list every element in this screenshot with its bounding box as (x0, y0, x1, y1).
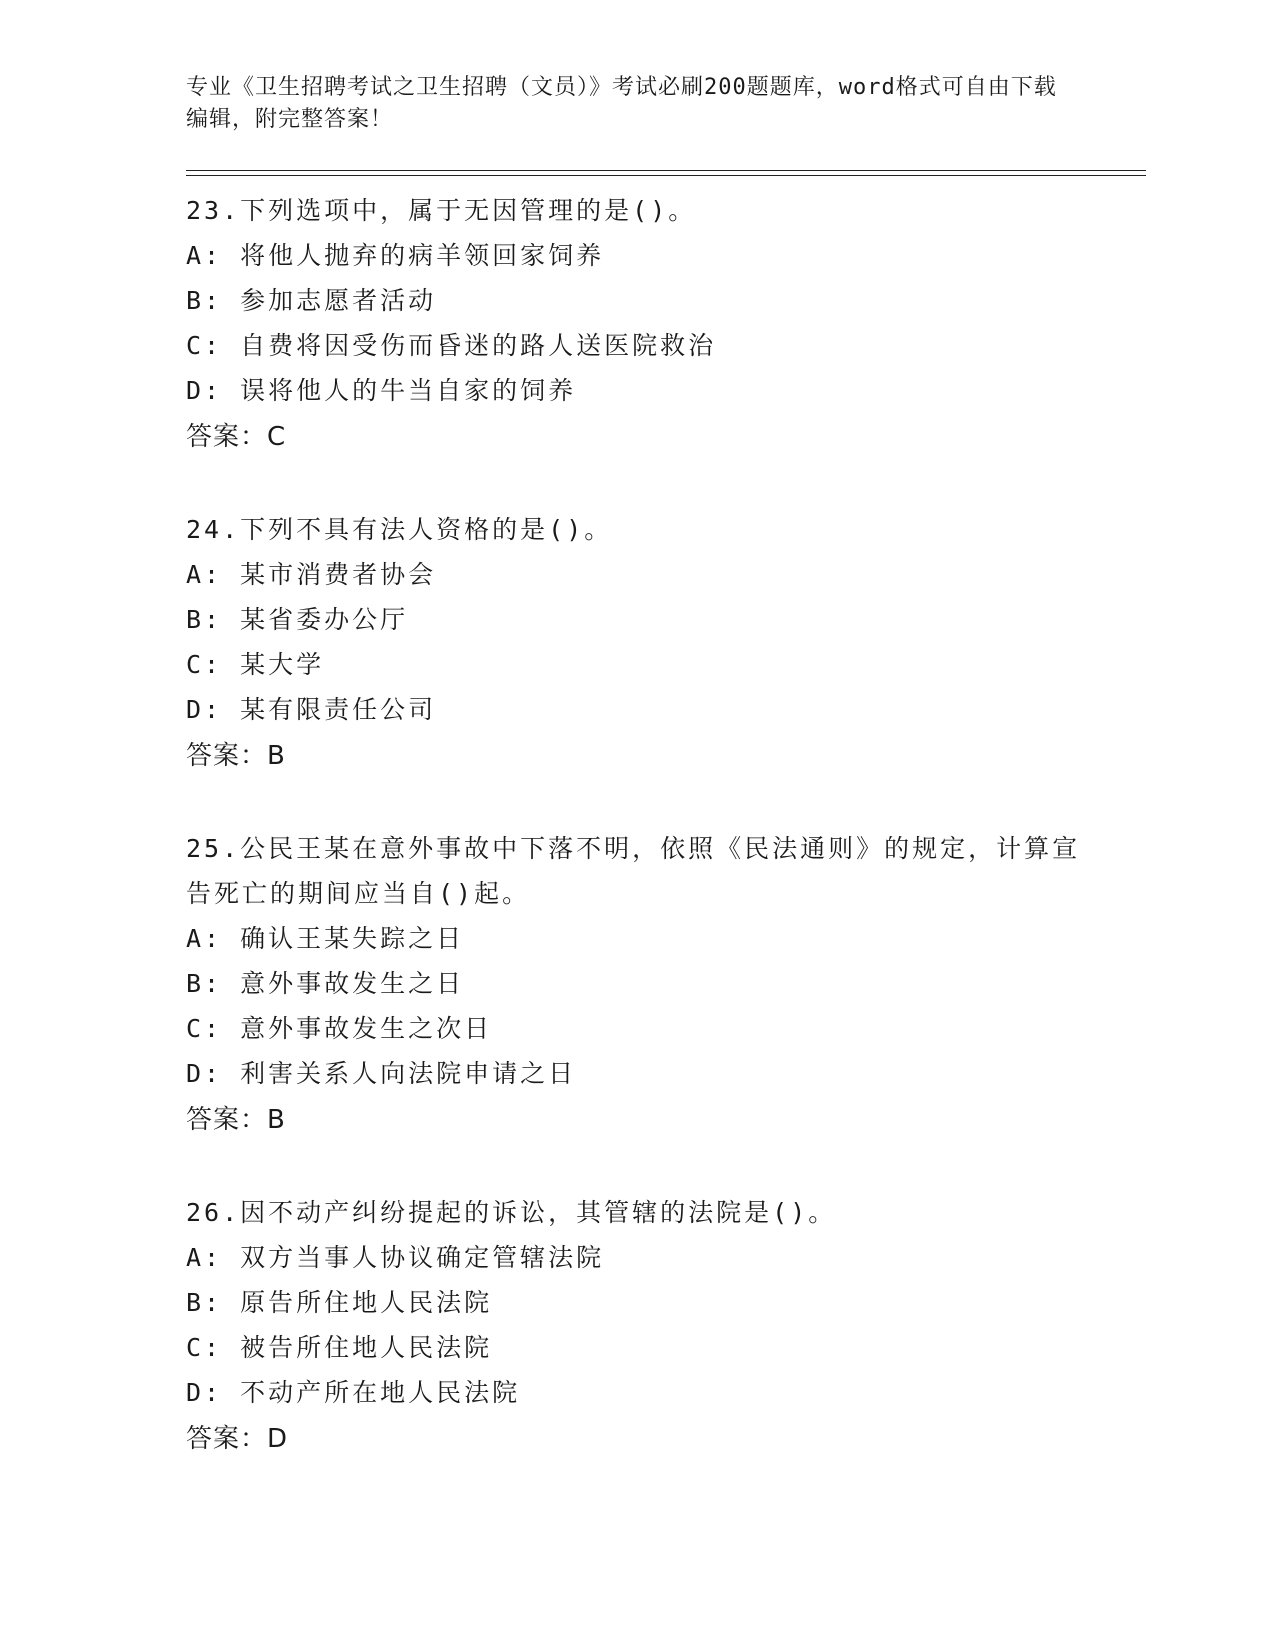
option-label: D: (186, 695, 223, 724)
option-d (186, 1051, 1086, 1096)
option-label: A: (186, 1243, 223, 1272)
option-text: 意外事故发生之次日 (240, 1014, 493, 1043)
option-text: 某有限责任公司 (240, 695, 437, 724)
option-c (186, 1325, 1086, 1370)
question-list (186, 188, 1086, 1509)
question-23 (186, 188, 1086, 461)
answer: 答案：C (186, 422, 287, 452)
option-c (186, 642, 1086, 687)
option-text: 双方当事人协议确定管辖法院 (240, 1243, 605, 1272)
option-label: C: (186, 1333, 223, 1362)
option-text: 某省委办公厅 (240, 605, 409, 634)
option-c (186, 1006, 1086, 1051)
option-text: 将他人抛弃的病羊领回家饲养 (240, 241, 605, 270)
option-label: B: (186, 605, 223, 634)
option-text: 确认王某失踪之日 (240, 924, 465, 953)
option-a (186, 552, 1086, 597)
option-label: B: (186, 1288, 223, 1317)
option-d (186, 1370, 1086, 1415)
option-b (186, 1280, 1086, 1325)
question-stem: 26.因不动产纠纷提起的诉讼，其管辖的法院是()。 (186, 1198, 837, 1227)
document-header: 专业《卫生招聘考试之卫生招聘（文员）》考试必刷200题题库，word格式可自由下载编辑，附完整答案！ (186, 75, 1057, 132)
option-label: C: (186, 650, 223, 679)
option-text: 某大学 (240, 650, 325, 679)
option-label: A: (186, 560, 223, 589)
question-stem: 23.下列选项中，属于无因管理的是()。 (186, 196, 697, 225)
option-a (186, 1235, 1086, 1280)
option-label: A: (186, 924, 223, 953)
option-label: B: (186, 286, 223, 315)
option-d (186, 368, 1086, 413)
option-c (186, 323, 1086, 368)
option-text: 误将他人的牛当自家的饲养 (240, 376, 577, 405)
option-label: D: (186, 1059, 223, 1088)
option-text: 某市消费者协会 (240, 560, 437, 589)
option-text: 利害关系人向法院申请之日 (240, 1059, 577, 1088)
option-text: 原告所住地人民法院 (240, 1288, 493, 1317)
option-label: A: (186, 241, 223, 270)
option-label: C: (186, 1014, 223, 1043)
option-a (186, 233, 1086, 278)
option-d (186, 687, 1086, 732)
option-label: D: (186, 376, 223, 405)
answer: 答案：D (186, 1424, 289, 1454)
option-text: 意外事故发生之日 (240, 969, 465, 998)
answer: 答案：B (186, 741, 286, 771)
option-label: C: (186, 331, 223, 360)
option-b (186, 278, 1086, 323)
question-25 (186, 826, 1086, 1144)
option-text: 不动产所在地人民法院 (240, 1378, 521, 1407)
option-b (186, 597, 1086, 642)
option-text: 参加志愿者活动 (240, 286, 437, 315)
option-text: 自费将因受伤而昏迷的路人送医院救治 (240, 331, 717, 360)
question-24 (186, 507, 1086, 780)
option-label: D: (186, 1378, 223, 1407)
question-stem: 25.公民王某在意外事故中下落不明，依照《民法通则》的规定，计算宣告死亡的期间应当自()起。 (186, 834, 1081, 908)
option-a (186, 916, 1086, 961)
answer: 答案：B (186, 1105, 286, 1135)
option-label: B: (186, 969, 223, 998)
question-26 (186, 1190, 1086, 1463)
question-stem: 24.下列不具有法人资格的是()。 (186, 515, 613, 544)
header-divider-top (186, 170, 1146, 171)
header-divider-bottom (186, 175, 1146, 176)
option-b (186, 961, 1086, 1006)
option-text: 被告所住地人民法院 (240, 1333, 493, 1362)
